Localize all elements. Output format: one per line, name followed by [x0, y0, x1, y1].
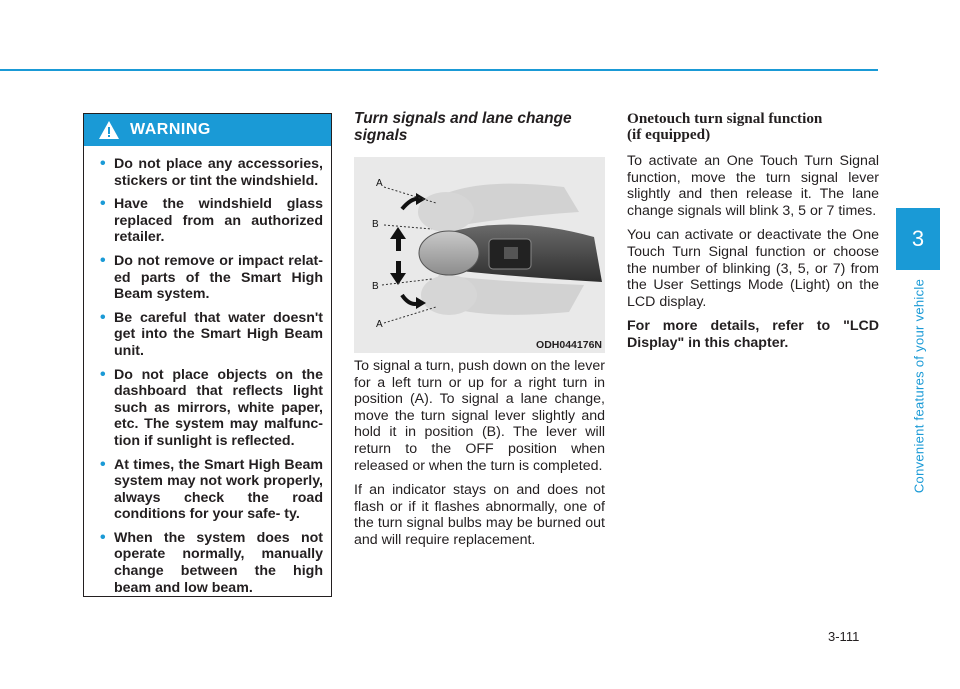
label-b-bottom: B — [372, 281, 379, 292]
note-paragraph: For more details, refer to "LCD Display" in this chapter. — [627, 318, 879, 351]
onetouch-title-line2: (if equipped) — [627, 126, 711, 143]
warning-triangle-icon — [98, 120, 120, 140]
warning-item: • When the system does not operate normally, manually change between the high beam and low beam. — [100, 530, 323, 596]
warning-list — [84, 146, 331, 596]
figure-code: ODH044176N — [536, 339, 602, 351]
warning-item: • Do not place objects on the dashboard that reflects light such as mirrors, white paper, etc. The system may malfunc- tion if sunlight is reflected. — [100, 367, 323, 450]
paragraph: To signal a turn, push down on the lever for a left turn or up for a right turn in position (A). To signal a lane change, move the turn signal lever slightly and hold it in position (B). The lever will return to the OFF position when released or when the turn is completed. — [354, 358, 605, 474]
turn-signals-body — [354, 358, 605, 557]
turn-signal-lever-figure — [354, 157, 605, 353]
paragraph: You can activate or deactivate the One Touch Turn Signal function or choose the number of blinking (3, 5, or 7) from the User Settings Mode (Light) on the LCD display. — [627, 227, 879, 310]
onetouch-title — [627, 111, 879, 143]
lever-illustration — [354, 157, 605, 353]
paragraph: If an indicator stays on and does not flash or if it flashes abnormally, one of the turn signal bulbs may be burned out and will require replacement. — [354, 482, 605, 548]
warning-item: • Have the windshield glass replaced from an authorized retailer. — [100, 196, 323, 246]
warning-box — [83, 113, 332, 597]
warning-item: • At times, the Smart High Beam system may not work properly, always check the road conditions for your safe- ty. — [100, 457, 323, 523]
chapter-label — [906, 280, 932, 492]
chapter-label-text: Convenient features of your vehicle — [911, 278, 927, 494]
label-a-bottom: A — [376, 319, 383, 330]
warning-item: • Do not remove or impact relat- ed parts of the Smart High Beam system. — [100, 253, 323, 303]
label-a-top: A — [376, 178, 383, 189]
onetouch-title-line1: Onetouch turn signal function — [627, 110, 823, 127]
page-number: 3-111 — [828, 629, 860, 644]
top-rule — [0, 69, 878, 71]
section-title: Turn signals and lane change signals — [354, 110, 572, 144]
label-b-top: B — [372, 219, 379, 230]
warning-item: • Be careful that water doesn't get into the Smart High Beam unit. — [100, 310, 323, 360]
warning-title: WARNING — [130, 121, 211, 138]
chapter-tab: 3 — [896, 208, 940, 270]
warning-header — [84, 114, 331, 146]
warning-item: • Do not place any accessories, stickers or tint the windshield. — [100, 156, 323, 189]
onetouch-section — [627, 111, 879, 360]
turn-signals-section — [354, 110, 605, 144]
paragraph: To activate an One Touch Turn Signal function, move the turn signal lever slightly and then release it. The lane change signals will blink 3, 5 or 7 times. — [627, 153, 879, 219]
